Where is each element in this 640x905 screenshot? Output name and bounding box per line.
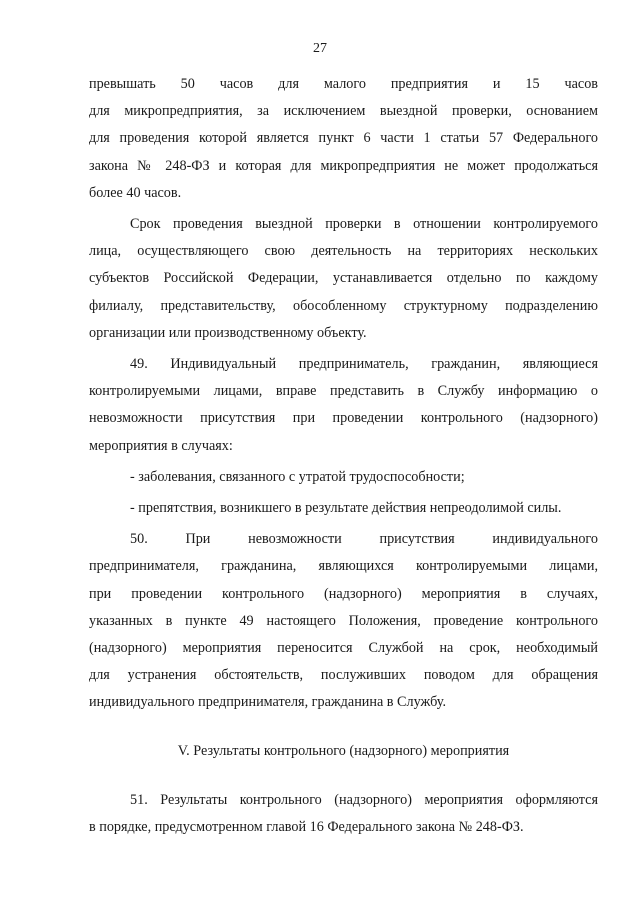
text-line: невозможности присутствия при проведении контрольного (надзорного) <box>89 410 598 427</box>
text-line: для устранения обстоятельств, послуживших поводом для обращения <box>89 667 598 684</box>
text-line: для микропредприятия, за исключением выездной проверки, основанием <box>89 103 598 120</box>
text-line: превышать 50 часов для малого предприятия и 15 часов <box>89 76 598 92</box>
text-line: - препятствия, возникшего в результате действия непреодолимой силы. <box>130 500 562 517</box>
text-line: 50. При невозможности присутствия индивидуального <box>130 531 598 548</box>
text-line: (надзорного) мероприятия переносится Службой на срок, необходимый <box>89 640 598 657</box>
text-line: индивидуального предпринимателя, гражданина в Службу. <box>89 694 447 711</box>
text-line: филиалу, представительству, обособленному структурному подразделению <box>89 297 598 314</box>
text-line: в порядке, предусмотренном главой 16 Федерального закона № 248-ФЗ. <box>89 819 524 836</box>
text-line: указанных в пункте 49 настоящего Положения, проведение контрольного <box>89 612 598 629</box>
text-line: 51. Результаты контрольного (надзорного) мероприятия оформляются <box>130 791 598 808</box>
document-body <box>89 71 598 841</box>
paragraph-49 <box>89 351 598 460</box>
text-line: - заболевания, связанного с утратой трудоспособности; <box>130 468 465 485</box>
section-heading: V. Результаты контрольного (надзорного) мероприятия <box>177 742 510 759</box>
text-line: Срок проведения выездной проверки в отношении контролируемого <box>130 216 598 233</box>
text-line: для проведения которой является пункт 6 части 1 статьи 57 Федерального <box>89 130 598 147</box>
text-line: лица, осуществляющего свою деятельность на территориях нескольких <box>89 243 598 260</box>
paragraph-51 <box>89 787 598 841</box>
text-line: при проведении контрольного (надзорного) мероприятия в случаях, <box>89 585 598 602</box>
paragraph-continuation <box>89 71 598 207</box>
text-line: мероприятия в случаях: <box>89 437 233 454</box>
paragraph-50 <box>89 526 598 716</box>
list-item-force-majeure <box>89 495 598 522</box>
text-line: предпринимателя, гражданина, являющихся контролируемыми лицами, <box>89 558 598 575</box>
text-line: субъектов Российской Федерации, устанавливается отдельно по каждому <box>89 270 598 287</box>
text-line: закона № 248-ФЗ и которая для микропредприятия не может продолжаться <box>89 157 598 174</box>
text-line: организации или производственному объекту. <box>89 324 367 341</box>
text-line: более 40 часов. <box>89 184 182 201</box>
text-line: контролируемыми лицами, вправе представить в Службу информацию о <box>89 383 598 400</box>
text-line: 49. Индивидуальный предприниматель, гражданин, являющиеся <box>130 356 598 373</box>
list-item-illness <box>89 464 598 491</box>
paragraph-inspection-term <box>89 211 598 347</box>
page-number: 27 <box>313 41 327 56</box>
